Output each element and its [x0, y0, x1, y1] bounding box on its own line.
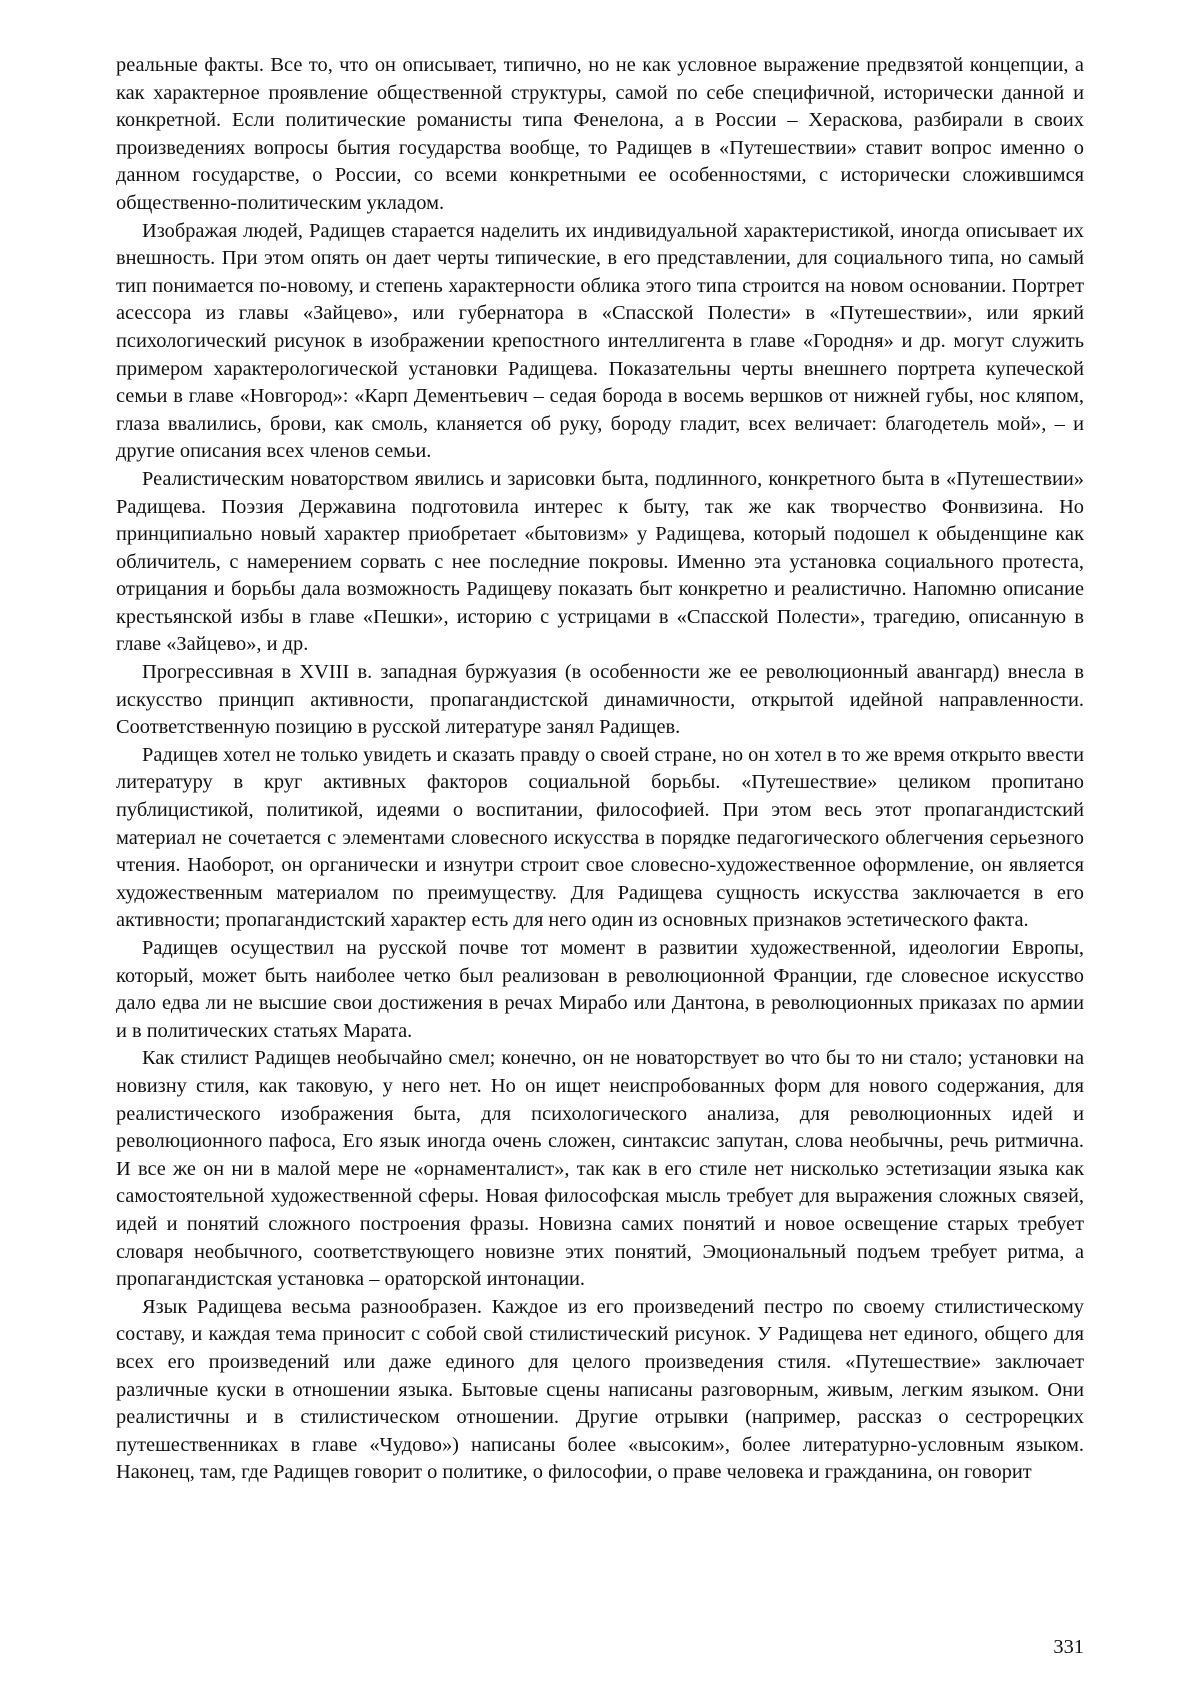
paragraph: Радищев хотел не только увидеть и сказать правду о своей стране, но он хотел в то же время открыто ввести литературу в круг активных факторов социальной борьбы. «Путешествие» целиком пропитано публицистикой, политикой, идеями о воспитании, философией. При этом весь этот пропагандистский материал не сочетается с элементами словесного искусства в порядке педагогического облегчения серьезного чтения. Наоборот, он органически и изнутри строит свое словесно-художественное оформление, он является художественным материалом по преимуществу. Для Радищева сущность искусства заключается в его активности; пропагандистский характер есть для него один из основных признаков эстетического факта. [116, 743, 1084, 932]
paragraph: Язык Радищева весьма разнообразен. Каждое из его произведений пестро по своему стилистическому составу, и каждая тема приносит с собой свой стилистический рисунок. У Радищева нет единого, общего для всех его произведений или даже единого для целого произведения стиля. «Путешествие» заключает различные куски в отношении языка. Бытовые сцены написаны разговорным, живым, легким языком. Они реалистичны и в стилистическом отношении. Другие отрывки (например, рассказ о сестрорецких путешественниках в главе «Чудово») написаны более «высоким», более литературно-условным языком. Наконец, там, где Радищев говорит о политике, о философии, о праве человека и гражданина, он говорит [116, 1295, 1084, 1484]
paragraph-continuation: реальные факты. Все то, что он описывает, типично, но не как условное выражение предвзятой концепции, а как характерное проявление общественной структуры, самой по себе специфичной, исторически данной и конкретной. Если политические романисты типа Фенелона, а в России – Хераскова, разбирали в своих произведениях вопросы бытия государства вообще, то Радищев в «Путешествии» ставит вопрос именно о данном государстве, о России, со всеми конкретными ее особенностями, с исторически сложившимся общественно-политическим укладом. [116, 54, 1084, 214]
paragraph: Радищев осуществил на русской почве тот момент в развитии художественной, идеологии Европы, который, может быть наиболее четко был реализован в революционной Франции, где словесное искусство дало едва ли не высшие свои достижения в речах Мирабо или Дантона, в революционных приказах по армии и в политических статьях Марата. [116, 937, 1084, 1042]
page-number: 331 [1053, 1636, 1084, 1658]
paragraph: Прогрессивная в XVIII в. западная буржуазия (в особенности же ее революционный авангард) внесла в искусство принцип активности, пропагандистской динамичности, открытой идейной направленности. Соответственную позицию в русской литературе занял Радищев. [116, 661, 1084, 739]
paragraph: Как стилист Радищев необычайно смел; конечно, он не новаторствует во что бы то ни стало; установки на новизну стиля, как таковую, у него нет. Но он ищет неиспробованных форм для нового содержания, для реалистического изображения быта, для психологического анализа, для революционных идей и революционного пафоса, Его язык иногда очень сложен, синтаксис запутан, слова необычны, речь ритмична. И все же он ни в малой мере не «орнаменталист», так как в его стиле нет нисколько эстетизации языка как самостоятельной художественной сферы. Новая философская мысль требует для выражения сложных связей, идей и понятий сложного построения фразы. Новизна самих понятий и новое освещение старых требует словаря необычного, соответствующего новизне этих понятий, Эмоциональный подъем требует ритма, а пропагандистская установка – ораторской интонации. [116, 1047, 1084, 1291]
page-body [116, 52, 1084, 1487]
paragraph: Изображая людей, Радищев старается наделить их индивидуальной характеристикой, иногда описывает их внешность. При этом опять он дает черты типические, в его представлении, для социального типа, но самый тип понимается по-новому, и степень характерности облика этого типа строится на новом основании. Портрет асессора из главы «Зайцево», или губернатора в «Спасской Полести» в «Путешествии», или яркий психологический рисунок в изображении крепостного интеллигента в главе «Городня» и др. могут служить примером характерологической установки Радищева. Показательны черты внешнего портрета купеческой семьи в главе «Новгород»: «Карп Дементьевич – седая борода в восемь вершков от нижней губы, нос кляпом, глаза ввалились, брови, как смоль, кланяется об руку, бороду гладит, всех величает: благодетель мой», – и другие описания всех членов семьи. [116, 219, 1084, 463]
paragraph: Реалистическим новаторством явились и зарисовки быта, подлинного, конкретного быта в «Путешествии» Радищева. Поэзия Державина подготовила интерес к быту, так же как творчество Фонвизина. Но принципиально новый характер приобретает «бытовизм» у Радищева, который подошел к обыденщине как обличитель, с намерением сорвать с нее последние покровы. Именно эта установка социального протеста, отрицания и борьбы дала возможность Радищеву показать быт конкретно и реалистично. Напомню описание крестьянской избы в главе «Пешки», историю с устрицами в «Спасской Полести», трагедию, описанную в главе «Зайцево», и др. [116, 467, 1084, 656]
